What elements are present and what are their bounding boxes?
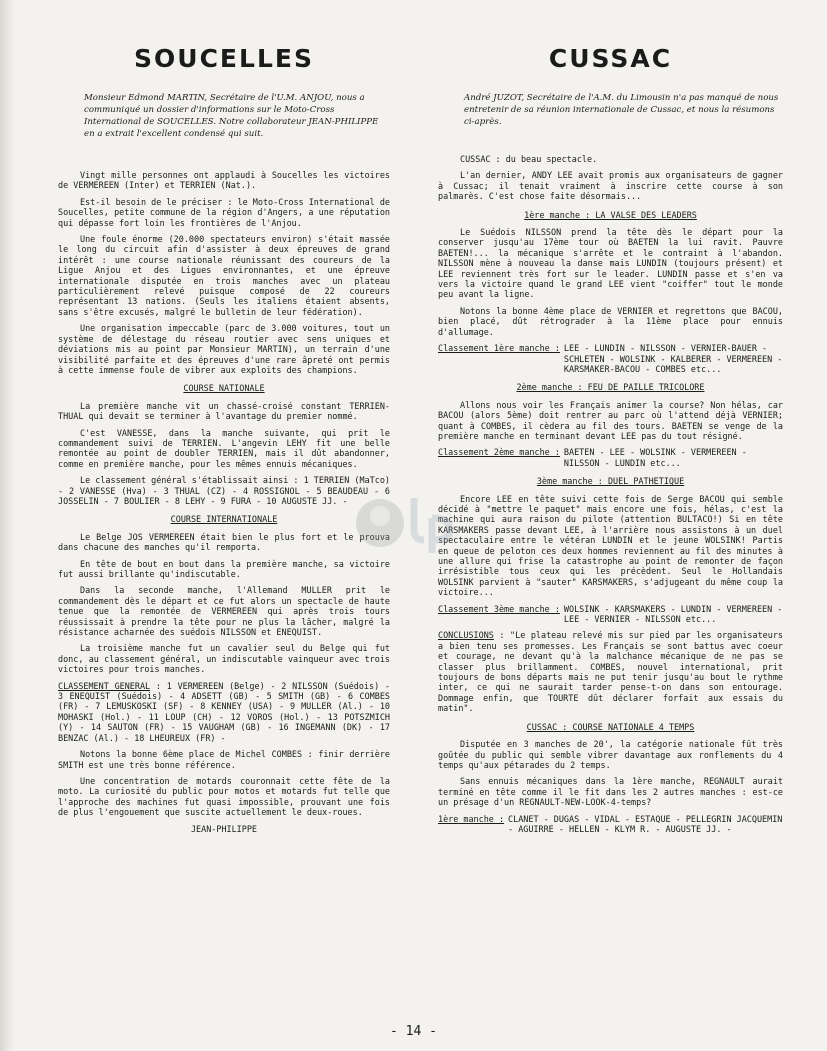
heading-manche-2: 2ème manche : FEU DE PAILLE TRICOLORE [516, 382, 705, 393]
soucelles-intro: Monsieur Edmond MARTIN, Secrétaire de l'U.M. ANJOU, nous a communiqué un dossier d'informations sur le Moto-Cross International de SOUCELLES. Notre collaborateur JEAN-PHILIPPE en a extrait l'excellent condensé qui suit. [84, 93, 379, 139]
cussac-body [438, 154, 783, 834]
paragraph: Notons la bonne 4ème place de VERNIER et regrettons que BACOU, bien placé, dût rétrograder à la 11ème place pour ennuis d'allumage. [438, 305, 783, 337]
classement-values: BAETEN - LEE - WOLSINK - VERMEREEN - NILSSON - LUNDIN etc... [563, 447, 747, 468]
paragraph: La première manche vit un chassé-croisé constant TERRIEN-THUAL qui devait se terminer à l'avantage du premier nommé. [58, 400, 390, 422]
conclusions-label: CONCLUSIONS [438, 630, 494, 641]
classement-general [58, 681, 390, 743]
classement-manche-3 [438, 604, 783, 625]
section-heading [58, 514, 390, 524]
heading-manche-1: 1ère manche : LA VALSE DES LEADERS [524, 209, 697, 220]
section-heading [438, 722, 783, 732]
heading-course-4-temps: CUSSAC : COURSE NATIONALE 4 TEMPS [526, 721, 695, 732]
paragraph: Une organisation impeccable (parc de 3.000 voitures, tout un système de délestage du réseau routier avec sens uniques et déviations mis au point par Monsieur MARTIN), un terrain d'une visibilité parfaite et des épreuves d'une rare âpreté ont permis à cette immense foule de vibrer aux exploits des champions. [58, 323, 390, 375]
classement-label: Classement 3ème manche : [438, 603, 560, 614]
cussac-title: CUSSAC [548, 44, 673, 73]
section-heading [438, 476, 783, 486]
section-heading [438, 210, 783, 220]
heading-course-nationale: COURSE NATIONALE [183, 383, 265, 394]
classement-general-text: : 1 VERMEREEN (Belge) - 2 NILSSON (Suédois) - 3 ENEQUIST (Suédois) - 4 ADSETT (GB) - 5 SMITH (GB) - 6 COMBES (FR) - 7 LEMUSKOSKI (SF) - 8 KENNEY (USA) - 9 MULLER (Al.) - 10 MOHASKI (Hol.) - 11 LOUP (CH) - 12 VOROS (Hol.) - 13 POTSZMICH (Y) - 14 SAUTON (FR) - 15 VAUGHAM (GB) - 16 INGEMANN (DK) - 17 BENZAC (Al.) - 18 LHEUREUX (FR) - [58, 680, 391, 743]
paragraph: Le classement général s'établissait ainsi : 1 TERRIEN (MaTco) - 2 VANESSE (Hva) - 3 THUAL (CZ) - 4 ROSSIGNOL - 5 BEAUDEAU - 6 JOSSELIN - 7 BOULIER - 8 LEHY - 9 FURA - 10 AUGUSTE JJ. - [58, 475, 390, 506]
classement-values: WOLSINK - KARSMAKERS - LUNDIN - VERMEREEN - LEE - VERNIER - NILSSON etc... [563, 603, 783, 625]
soucelles-title: SOUCELLES [134, 44, 314, 73]
classement-label: Classement 1ère manche : [438, 343, 560, 354]
paragraph: La troisième manche fut un cavalier seul du Belge qui fut donc, au classement général, un indiscutable vainqueur avec trois victoires pour trois manches. [58, 643, 390, 675]
heading-course-internationale: COURSE INTERNATIONALE [170, 514, 278, 525]
paragraph: Le Belge JOS VERMEREEN était bien le plus fort et le prouva dans chacune des manches qu'il remporta. [58, 531, 390, 553]
soucelles-article [58, 0, 390, 834]
classement-label: Classement 2ème manche : [438, 447, 560, 458]
watermark-stamp [352, 478, 472, 568]
conclusions-text: : "Le plateau relevé mis sur pied par les organisateurs a bien tenu ses promesses. Les Français se sont battus avec coeur et courage, ne devant qu'à la malchance mécanique de ne pas se classer plus brillamment. COMBES, nouvel international, prit toujours de bons départs mais ne put tenir jusqu'au bout le rythme inter, ce qui ne saurait tarder pense-t-on dans son entourage. Dommage enfin, que TOURTE dût déclarer forfait aux essais du matin". [438, 630, 783, 714]
paragraph: En tête de bout en bout dans la première manche, sa victoire fut aussi brillante qu'indiscutable. [58, 558, 390, 579]
paragraph: Dans la seconde manche, l'Allemand MULLER prit le commandement dès le départ et ce fut alors un spectacle de haute tenue que la remontée de VERMEREEN qui après trois tours réussissait à prendre la tête pour ne plus la lâcher, malgré la résistance acharnée des suédois NILSSON et ENEQUIST. [58, 585, 390, 638]
paragraph: C'est VANESSE, dans la manche suivante, qui prit le commandement suivi de TERRIEN. L'angevin LEHY fit une belle remontée au point de doubler TERRIEN, mais il dût abandonner, comme en première manche, pour les mêmes ennuis mécaniques. [58, 427, 390, 469]
paragraph: CUSSAC : du beau spectacle. [460, 154, 598, 164]
section-heading [58, 383, 390, 393]
paragraph: Une concentration de motards couronnait cette fête de la moto. La curiosité du public pour motos et motards fut telle que l'approche des machines fut quasi impossible, prouvant une fois de plus l'engouement que suscite actuellement le deux-roues. [58, 775, 390, 818]
paragraph: Disputée en 3 manches de 20', la catégorie nationale fût très goûtée du public qui semble vibrer davantage aux ronflements du 4 temps qu'aux pétarades du 2 temps. [438, 739, 783, 770]
signature: JEAN-PHILIPPE [190, 823, 258, 834]
paragraph: Notons la bonne 6ème place de Michel COMBES : finir derrière SMITH est une très bonne référence. [58, 749, 390, 770]
paragraph: Encore LEE en tête suivi cette fois de Serge BACOU qui semble décidé à "mettre le paquet" mais encore une fois, hélas, c'est la machine qui aura raison du pilote (attention BULTACO!) Si en tête KARSMAKERS passe devant LEE, à l'arrière nous assistons à un duel spectaculaire entre le vétéran LUNDIN et le jeune WOLSINK! Partis en queue de peloton ces deux hommes reviennent au fil des minutes à une allure qui frise la catastrophe au point de remonter de façon irrésistible tous ceux qui les précèdent. Seul le Hollandais WOLSINK parvient à "sauter" KARSMAKERS, s'adjugeant du même coup la victoire... [438, 493, 783, 598]
paragraph: Sans ennuis mécaniques dans la 1ère manche, REGNAULT aurait terminé en tête comme il le fit dans les 2 autres manches : est-ce un présage d'un REGNAULT-NEW-LOOK-4-temps? [438, 776, 783, 808]
cussac-intro: André JUZOT, Secrétaire de l'A.M. du Limousin n'a pas manqué de nous entretenir de sa réunion internationale de Cussac, et nous la résumons ci-après. [464, 93, 779, 127]
page-binding-shadow [0, 0, 14, 1051]
classement-label: 1ère manche : [438, 813, 505, 824]
page-number: - 14 - [390, 1024, 437, 1039]
heading-manche-3: 3ème manche : DUEL PATHETIQUE [536, 476, 685, 487]
paragraph: Allons nous voir les Français animer la course? Non hélas, car BACOU (alors 5ème) doit rentrer au parc où l'attend déjà VERNIER; quant à COMBES, il cèdera au fil des tours. BAETEN se venge de la première manche en terminant devant LEE pas du tout résigné. [438, 399, 783, 441]
paragraph: Vingt mille personnes ont applaudi à Soucelles les victoires de VERMEREEN (Inter) et TERRIEN (Nat.). [58, 170, 390, 191]
paragraph: Est-il besoin de le préciser : le Moto-Cross International de Soucelles, petite commune de la région d'Angers, a une réputation qui dépasse fort loin les frontières de l'Anjou. [58, 196, 390, 228]
section-heading [438, 382, 783, 392]
classement-values: CLANET - DUGAS - VIDAL - ESTAQUE - PELLEGRIN JACQUEMIN - AGUIRRE - HELLEN - KLYM R. - AUGUSTE JJ. - [508, 813, 783, 834]
soucelles-body [58, 170, 390, 834]
classement-manche-2 [438, 447, 783, 468]
classement-general-label: CLASSEMENT GENERAL [58, 680, 151, 691]
classement-manche-1 [438, 343, 783, 374]
paragraph: Une foule énorme (20.000 spectateurs environ) s'était massée le long du circuit afin d'assister à deux épreuves de grand intérêt : une course nationale réunissant des coureurs de la Ligue Anjou et des Ligues environnantes, et une épreuve internationale disputée en trois manches avec un plateau particulièrement relevé puisque composé de 22 coureurs représentant 13 nations. (Seuls les italiens étaient absents, sans s'être excusés, malgré le bulletin de leur fédération). [58, 234, 390, 317]
cussac-article [438, 0, 783, 840]
classement-4-temps [438, 814, 783, 835]
conclusions [438, 630, 783, 713]
paragraph: L'an dernier, ANDY LEE avait promis aux organisateurs de gagner à Cussac; il tenait vraiment à inscrire cette course à son palmarès. C'est chose faite désormais... [438, 170, 783, 202]
paragraph: Le Suédois NILSSON prend la tête dès le départ pour la conserver jusqu'au 17ème tour où BAETEN la lui ravit. Pauvre BAETEN!... la mécanique s'arrête et le contraint à l'abandon. NILSSON mène à nouveau la danse mais LUNDIN (toujours présent) et LEE reviennent très fort sur le leader. LUNDIN passe et s'en va vers la victoire quand le grand LEE vient "coiffer" tout le monde peu avant la ligne. [438, 227, 783, 300]
classement-values: LEE - LUNDIN - NILSSON - VERNIER-BAUER - SCHLETEN - WOLSINK - KALBERER - VERMEREEN - KARSMAKER-BACOU - COMBES etc... [563, 343, 783, 374]
